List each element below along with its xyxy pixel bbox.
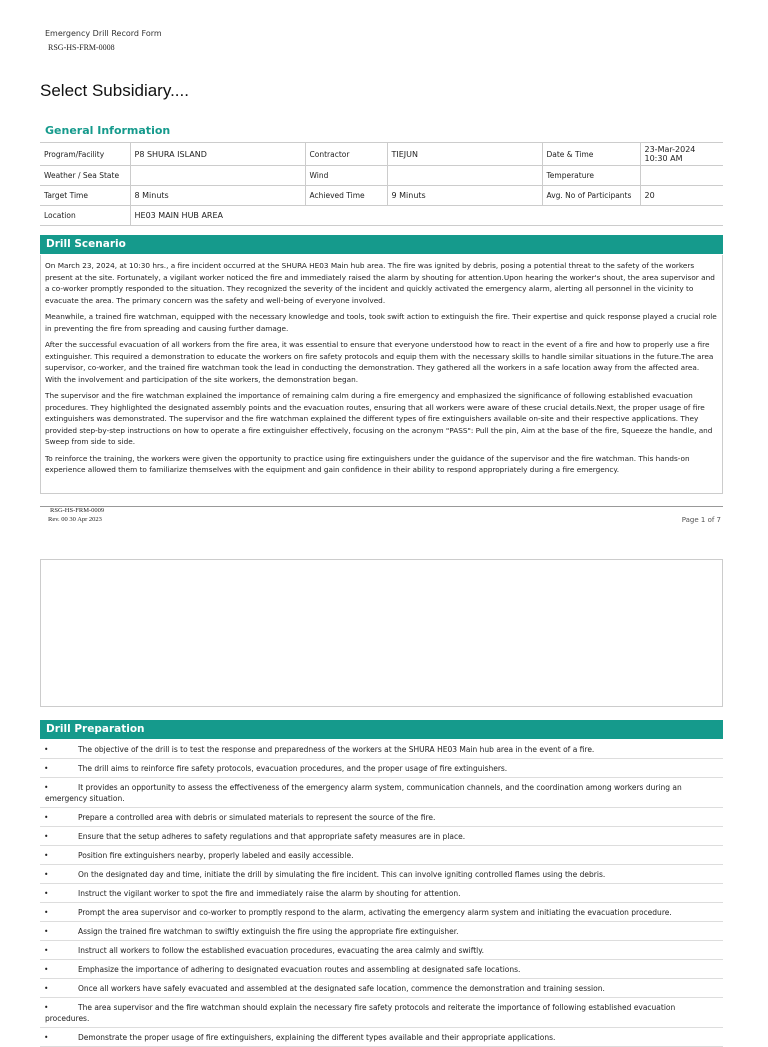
list-item-text: Prompt the area supervisor and co-worker to promptly respond to the alarm, activating the emergency alarm system and initiating the evacuation procedure.: [78, 907, 672, 917]
list-item: [40, 808, 723, 827]
list-item-text: Prepare a controlled area with debris or simulated materials to represent the source of the fire.: [78, 812, 436, 822]
list-item-text: Emphasize the importance of adhering to designated evacuation routes and assembling at designated safe locations.: [78, 964, 521, 974]
list-item: [40, 846, 723, 865]
table-row: [40, 166, 723, 186]
list-item: [40, 759, 723, 778]
form-code: RSG-HS-FRM-0008: [48, 43, 115, 52]
table-row: [40, 186, 723, 206]
list-item-text: Instruct the vigilant worker to spot the fire and immediately raise the alarm by shouting for attention.: [78, 888, 461, 898]
bullet-mark: •: [44, 926, 49, 936]
label-location: Location: [40, 206, 130, 226]
general-information-table: [40, 142, 723, 226]
label-participants: Avg. No of Participants: [542, 186, 640, 206]
value-date-time: 23-Mar-2024 10:30 AM: [640, 143, 723, 166]
subsidiary-select[interactable]: Select Subsidiary....: [40, 81, 189, 100]
list-item: [40, 941, 723, 960]
label-achieved-time: Achieved Time: [305, 186, 387, 206]
value-target-time: 8 Minuts: [130, 186, 305, 206]
footer-divider: [40, 506, 723, 507]
bullet-mark: •: [44, 1002, 49, 1012]
bullet-mark: •: [44, 782, 49, 792]
bullet-mark: •: [44, 1032, 49, 1042]
table-row: [40, 143, 723, 166]
scenario-paragraph: To reinforce the training, the workers were given the opportunity to practice using fire extinguishers under the guidance of the supervisor and the fire watchman. This hands-on experience allowed them to familiarize themselves with the equipment and gain confidence in their ability to respond appropriately during a fire emergency.: [45, 453, 690, 474]
bullet-mark: •: [44, 812, 49, 822]
scenario-paragraph: The supervisor and the fire watchman explained the importance of remaining calm during a fire emergency and emphasized the significance of following established evacuation procedures. They highlighted the designated assembly points and the evacuation routes, ensuring that all workers were aware of these crucial details.Next, the proper usage of fire extinguishers was demonstrated. The supervisor and the fire watchman explained the different types of fire extinguishers available on-site and their respective applications. They provided step-by-step instructions on how to operate a fire extinguisher effectively, focusing on the acronym "PASS": Pull the pin, Aim at the base of the fire, Squeeze the handle, and Sweep from side to side.: [45, 391, 713, 446]
label-temperature: Temperature: [542, 166, 640, 186]
bullet-mark: •: [44, 831, 49, 841]
list-item: [40, 884, 723, 903]
list-item-text: Position fire extinguishers nearby, properly labeled and easily accessible.: [78, 850, 354, 860]
label-weather: Weather / Sea State: [40, 166, 130, 186]
list-item-text: Once all workers have safely evacuated and assembled at the designated safe location, commence the demonstration and training session.: [78, 983, 605, 993]
bullet-mark: •: [44, 945, 49, 955]
list-item: [40, 827, 723, 846]
bullet-mark: •: [44, 907, 49, 917]
list-item-text: It provides an opportunity to assess the effectiveness of the emergency alarm system, communication channels, and the coordination among workers during an emergency situation.: [45, 782, 682, 803]
form-title: Emergency Drill Record Form: [45, 29, 162, 38]
bullet-mark: •: [44, 964, 49, 974]
value-temperature: [640, 166, 723, 186]
label-program-facility: Program/Facility: [40, 143, 130, 166]
list-item-text: The drill aims to reinforce fire safety protocols, evacuation procedures, and the proper usage of fire extinguishers.: [78, 763, 508, 773]
drill-preparation-list: [40, 740, 723, 1047]
bullet-mark: •: [44, 850, 49, 860]
drill-preparation-heading: Drill Preparation: [40, 720, 723, 739]
value-program-facility: P8 SHURA ISLAND: [130, 143, 305, 166]
list-item: [40, 1028, 723, 1047]
list-item-text: Ensure that the setup adheres to safety regulations and that appropriate safety measures are in place.: [78, 831, 466, 841]
scenario-paragraph: Meanwhile, a trained fire watchman, equipped with the necessary knowledge and tools, took swift action to extinguish the fire. Their expertise and quick response played a crucial role in preventing the fire from spreading and causing further damage.: [45, 312, 717, 333]
value-wind: [387, 166, 542, 186]
bullet-mark: •: [44, 888, 49, 898]
list-item: [40, 778, 723, 808]
list-item: [40, 960, 723, 979]
list-item-text: Demonstrate the proper usage of fire extinguishers, explaining the different types available and their appropriate applications.: [78, 1032, 556, 1042]
list-item-text: Instruct all workers to follow the established evacuation procedures, evacuating the area calmly and swiftly.: [78, 945, 484, 955]
value-contractor: TIEJUN: [387, 143, 542, 166]
drill-scenario-heading: Drill Scenario: [40, 235, 723, 254]
footer-revision: Rev. 00 30 Apr 2023: [48, 516, 102, 523]
value-location: HE03 MAIN HUB AREA: [130, 206, 723, 226]
value-weather: [130, 166, 305, 186]
list-item: [40, 979, 723, 998]
table-row: [40, 206, 723, 226]
list-item-text: The objective of the drill is to test the response and preparedness of the workers at the SHURA HE03 Main hub area in the event of a fire.: [78, 744, 595, 754]
list-item: [40, 922, 723, 941]
bullet-mark: •: [44, 983, 49, 993]
label-contractor: Contractor: [305, 143, 387, 166]
list-item-text: The area supervisor and the fire watchman should explain the necessary fire safety protocols and reiterate the importance of following established evacuation procedures.: [45, 1002, 676, 1023]
label-date-time: Date & Time: [542, 143, 640, 166]
value-participants: 20: [640, 186, 723, 206]
label-target-time: Target Time: [40, 186, 130, 206]
list-item-text: Assign the trained fire watchman to swiftly extinguish the fire using the appropriate fire extinguisher.: [78, 926, 459, 936]
drill-scenario-body: [40, 255, 723, 494]
blank-content-box: [40, 559, 723, 707]
label-wind: Wind: [305, 166, 387, 186]
scenario-paragraph: On March 23, 2024, at 10:30 hrs., a fire incident occurred at the SHURA HE03 Main hub area. The fire was ignited by debris, posing a potential threat to the safety of the workers present at the site. Fortunately, a vigilant worker noticed the fire and immediately raised the alarm by shouting for attention.Upon hearing the worker's shout, the area supervisor and a co-worker promptly responded to the situation. They recognized the severity of the incident and quickly activated the emergency alarm, alerting all personnel in the vicinity to evacuate the area. The primary concern was the safety and well-being of everyone involved.: [45, 261, 715, 305]
footer-form-code: RSG-HS-FRM-0009: [50, 507, 105, 514]
bullet-mark: •: [44, 869, 49, 879]
value-achieved-time: 9 Minuts: [387, 186, 542, 206]
bullet-mark: •: [44, 744, 49, 754]
list-item: [40, 903, 723, 922]
scenario-paragraph: After the successful evacuation of all workers from the fire area, it was essential to ensure that everyone understood how to react in the event of a fire and how to properly use a fire extinguisher. This required a demonstration to educate the workers on fire safety protocols and equip them with the necessary skills to handle similar situations in the future.The area supervisor, co-worker, and the trained fire watchman took the lead in conducting the demonstration. They gathered all the workers in a safe location away from the affected area. With the involvement and participation of the site workers, the demonstration began.: [45, 340, 714, 384]
list-item: [40, 740, 723, 759]
bullet-mark: •: [44, 763, 49, 773]
list-item: [40, 865, 723, 884]
general-information-heading: General Information: [45, 124, 171, 137]
list-item-text: On the designated day and time, initiate the drill by simulating the fire incident. This can involve igniting controlled flames using the debris.: [78, 869, 606, 879]
page-number: Page 1 of 7: [681, 516, 721, 524]
